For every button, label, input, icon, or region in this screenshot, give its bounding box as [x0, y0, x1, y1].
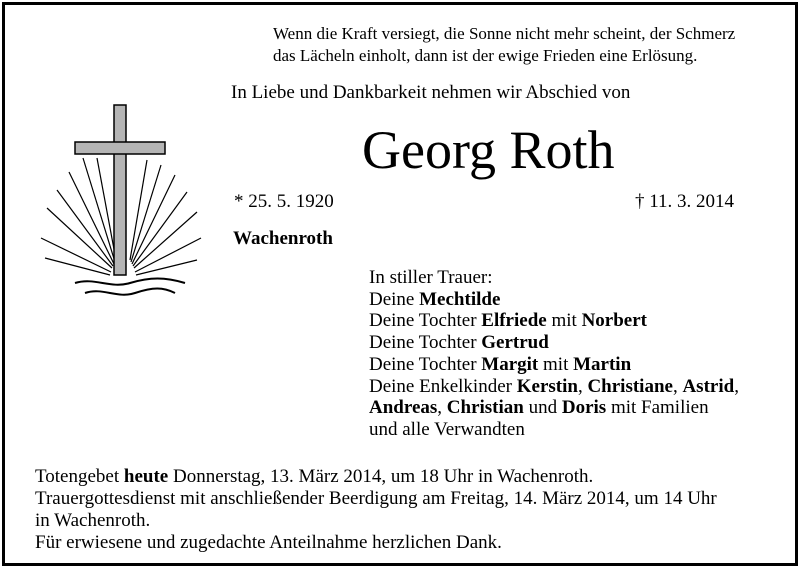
obituary-notice [2, 2, 798, 566]
quote-line-2: das Lächeln einholt, dann ist der ewige Frieden eine Erlösung. [273, 46, 698, 65]
prayer-info: Totengebet heute Donnerstag, 13. März 2014, um 18 Uhr in Wachenroth. [35, 466, 594, 487]
mourners-list [369, 267, 739, 441]
service-info [35, 466, 717, 554]
quote [273, 23, 735, 67]
quote-line-1: Wenn die Kraft versiegt, die Sonne nicht mehr scheint, der Schmerz [273, 24, 736, 43]
mourners-heading: In stiller Trauer: [369, 267, 493, 288]
cross-icon [75, 105, 165, 275]
hometown: Wachenroth [233, 228, 333, 249]
funeral-info: Trauergottesdienst mit anschließender Beerdigung am Freitag, 14. März 2014, um 14 Uhr [35, 488, 717, 509]
farewell-intro: In Liebe und Dankbarkeit nehmen wir Abschied von [231, 82, 631, 103]
mourner-line: und alle Verwandten [369, 418, 525, 440]
birth-date: * 25. 5. 1920 [234, 191, 334, 212]
mourner-line: Deine Tochter Margit mit Martin [369, 353, 632, 375]
death-date: † 11. 3. 2014 [635, 191, 735, 212]
mourner-line: Andreas, Christian und Doris mit Familien [369, 397, 709, 419]
water-waves-icon [75, 279, 185, 295]
mourner-line: Deine Tochter Elfriede mit Norbert [369, 310, 647, 332]
mourner-line: Deine Mechtilde [369, 288, 501, 310]
cross-sunrise-emblem [35, 100, 205, 310]
mourner-line: Deine Enkelkinder Kerstin, Christiane, Astrid, [369, 375, 739, 397]
deceased-name: Georg Roth [362, 120, 615, 180]
funeral-location: in Wachenroth. [35, 510, 151, 531]
thanks-line: Für erwiesene und zugedachte Anteilnahme herzlichen Dank. [35, 532, 502, 553]
mourner-line: Deine Tochter Gertrud [369, 332, 549, 354]
